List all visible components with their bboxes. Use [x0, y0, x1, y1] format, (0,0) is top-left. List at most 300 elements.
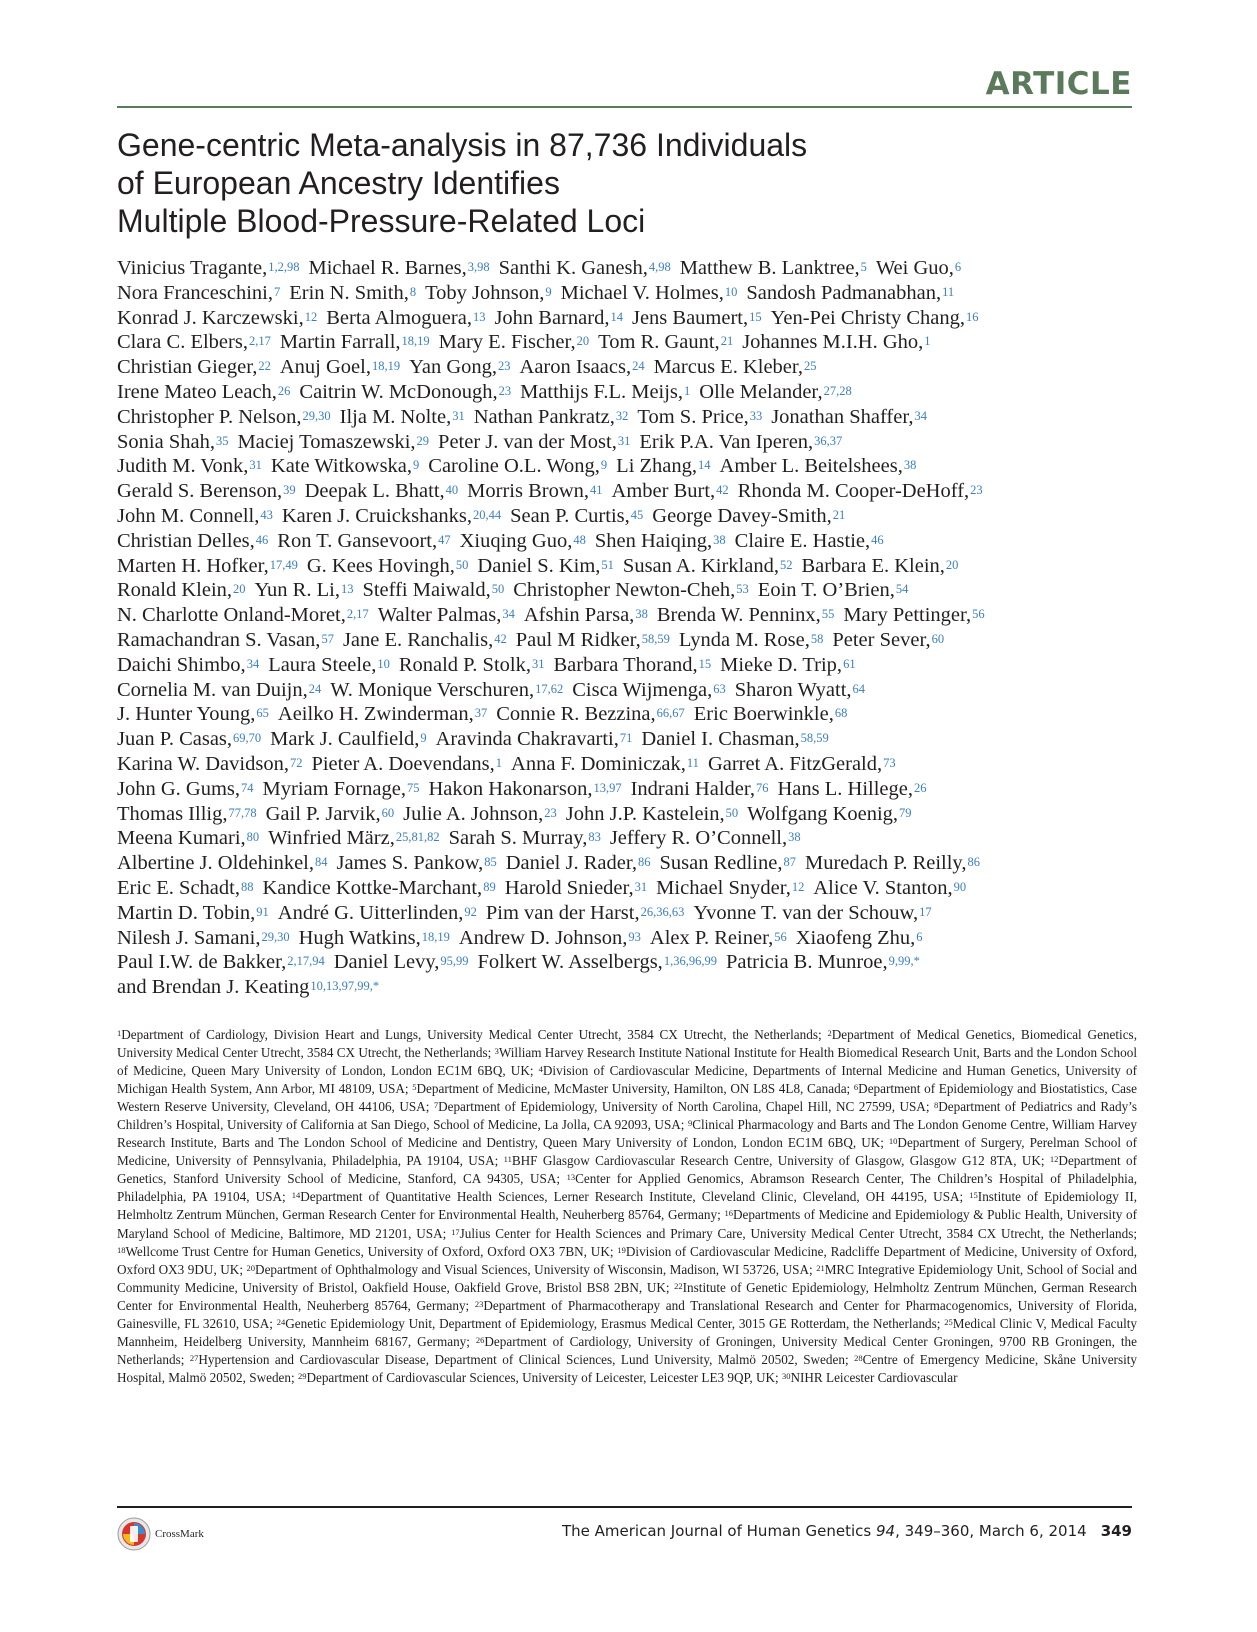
crossmark-badge[interactable]: [117, 1517, 204, 1551]
author: [117, 728, 261, 750]
affiliation-link[interactable]: 18,19: [401, 334, 430, 349]
author-name: Toby Johnson,: [425, 281, 545, 304]
affiliation-link[interactable]: 29,30: [261, 929, 290, 944]
affiliation-link[interactable]: 66,67: [656, 706, 685, 721]
affiliation-link[interactable]: 46: [255, 532, 269, 547]
affiliation-text: Department of Cardiology, University of Groningen, University Medical Center Groningen, 9700 RB Groningen, the Netherlands;: [117, 1333, 1138, 1367]
author: [516, 629, 670, 651]
affiliation-link[interactable]: 15: [698, 656, 712, 671]
affiliation-link[interactable]: 58,59: [800, 731, 829, 746]
author: [117, 803, 257, 825]
author-name: Li Zhang,: [616, 455, 698, 478]
affiliation-link[interactable]: 29: [416, 433, 430, 448]
author-name: Yen-Pei Christy Chang,: [770, 306, 966, 329]
affiliation-link[interactable]: 31: [452, 408, 465, 423]
author: [699, 381, 851, 403]
author-name: Jane E. Ranchalis,: [342, 628, 494, 651]
author-name: Hans L. Hillege,: [777, 777, 913, 800]
affiliation-text: Department of Ophthalmology and Visual Sciences, University of Wisconsin, Madison, WI 53726, USA;: [255, 1261, 817, 1277]
affiliation-link[interactable]: 11: [686, 755, 699, 770]
affiliation-link[interactable]: 24: [308, 681, 322, 696]
affiliation-text: Center for Applied Genomics, Abramson Research Center, The Children’s Hospital of Philadelphia, Philadelphia, PA 19104, USA;: [117, 1171, 1137, 1205]
affiliation-link[interactable]: 54: [895, 582, 909, 597]
affiliation-link[interactable]: 2,17: [248, 334, 271, 349]
author: [496, 703, 685, 725]
affiliation-link[interactable]: 76: [756, 780, 769, 795]
affiliation-link[interactable]: 51: [601, 557, 614, 572]
affiliation-link[interactable]: 2,17: [346, 607, 369, 622]
affiliation-link[interactable]: 63: [713, 681, 726, 696]
crossmark-label: CrossMark: [155, 1528, 204, 1540]
affiliation-link[interactable]: 29,30: [302, 408, 331, 423]
author: [520, 356, 645, 378]
author-line: [117, 802, 1137, 827]
affiliation-number: 16: [724, 1208, 733, 1219]
author-name: Johannes M.I.H. Gho,: [742, 331, 924, 354]
author: [477, 555, 614, 577]
author-line: [117, 554, 1137, 579]
author-name: Meena Kumari,: [117, 827, 246, 850]
affiliation-link[interactable]: 52: [779, 557, 793, 572]
affiliation-link[interactable]: 1,36,96,99: [663, 954, 717, 969]
author-name: Pieter A. Doevendans,: [311, 752, 495, 775]
affiliation-link[interactable]: 47: [438, 532, 451, 547]
affiliation-link[interactable]: 17,62: [535, 681, 564, 696]
author-name: Albertine J. Oldehinkel,: [117, 852, 314, 875]
affiliation-link[interactable]: 9: [413, 458, 420, 473]
affiliation-link[interactable]: 71: [619, 731, 633, 746]
affiliation-link[interactable]: 20: [945, 557, 959, 572]
affiliation-link[interactable]: 43: [260, 507, 273, 522]
author: [299, 381, 511, 403]
affiliation-link[interactable]: 42: [716, 483, 729, 498]
author-name: N. Charlotte Onland-Moret,: [117, 604, 346, 627]
affiliation-text: Department of Cardiology, Division Heart and Lungs, University Medical Center Utrecht, 3584 CX Utrecht, the Netherlands;: [121, 1027, 828, 1042]
affiliation-link[interactable]: 27,28: [823, 383, 852, 398]
affiliation-link[interactable]: 17,49: [269, 557, 298, 572]
author-name: Martin Farrall,: [279, 331, 401, 354]
author: [362, 579, 504, 601]
affiliation-link[interactable]: 18,19: [371, 359, 401, 374]
author: [513, 579, 749, 601]
affiliation-link[interactable]: 15: [749, 309, 762, 324]
author: [255, 579, 354, 601]
author: [623, 555, 793, 577]
affiliation-link[interactable]: 50: [491, 582, 505, 597]
affiliation-text: Clinical Pharmacology and Barts and The London Genome Centre, William Harvey Research Institute, Barts and The London School of Medicine and Dentistry, Queen Mary University of London, London EC1M 6BQ, UK;: [117, 1117, 1138, 1151]
author: [726, 951, 920, 973]
author: [268, 827, 439, 849]
affiliation-number: 13: [566, 1172, 576, 1183]
affiliation-link[interactable]: 58: [810, 631, 824, 646]
affiliation-link[interactable]: 20,44: [473, 507, 502, 522]
author: [438, 431, 630, 453]
header-rule: [117, 106, 1132, 108]
affiliation-link[interactable]: 33: [749, 408, 763, 423]
author: [117, 976, 379, 998]
author: [429, 778, 622, 800]
affiliation-link[interactable]: 10: [724, 284, 738, 299]
author: [572, 679, 726, 701]
author: [693, 902, 931, 924]
affiliation-link[interactable]: 34: [502, 607, 515, 622]
affiliation-link[interactable]: 14: [610, 309, 623, 324]
author: [266, 803, 395, 825]
affiliation-link[interactable]: 21: [720, 334, 734, 349]
affiliation-link[interactable]: 64: [852, 681, 866, 696]
affiliation-text: Institute of Genetic Epidemiology, Helmholtz Zentrum München, German Research Center for Environmental Health, Neuherberg 85764, Germany;: [117, 1279, 1137, 1313]
affiliation-link[interactable]: 84: [314, 855, 328, 870]
affiliation-link[interactable]: 20: [233, 582, 246, 597]
author: [403, 803, 557, 825]
affiliation-link[interactable]: 56: [774, 929, 787, 944]
affiliation-link[interactable]: 38: [713, 532, 726, 547]
affiliation-link[interactable]: 58,59: [641, 631, 670, 646]
author: [117, 778, 254, 800]
author: [612, 480, 729, 502]
affiliation-link[interactable]: 87: [783, 855, 796, 870]
affiliation-number: 19: [617, 1244, 626, 1255]
author-line: [117, 950, 1137, 975]
affiliation-link[interactable]: 73: [883, 755, 896, 770]
author-name: Tom S. Price,: [637, 405, 749, 428]
affiliation-link[interactable]: 38: [788, 830, 801, 845]
affiliation-link[interactable]: 50: [725, 805, 739, 820]
affiliation-link[interactable]: 3,98: [467, 260, 490, 274]
affiliation-link[interactable]: 1: [684, 383, 691, 398]
author-name: Ronald P. Stolk,: [398, 653, 531, 676]
author-name: Clara C. Elbers,: [117, 331, 248, 354]
author-name: Eric E. Schadt,: [117, 876, 240, 899]
affiliation-link[interactable]: 12: [304, 309, 318, 324]
affiliation-link[interactable]: 35: [215, 433, 229, 448]
author: [282, 505, 501, 527]
author: [657, 604, 835, 626]
author: [271, 455, 419, 477]
author-name: Paul I.W. de Bakker,: [117, 951, 287, 974]
author: [343, 629, 507, 651]
author-line: [117, 281, 1137, 306]
affiliation-link[interactable]: 10,13,97,99,*: [310, 979, 380, 994]
author: [117, 827, 259, 849]
title-line: Multiple Blood-Pressure-Related Loci: [117, 203, 646, 239]
author: [520, 381, 690, 403]
author: [262, 877, 495, 899]
affiliation-link[interactable]: 53: [736, 582, 749, 597]
affiliation-link[interactable]: 60: [381, 805, 395, 820]
affiliation-link[interactable]: 22: [258, 359, 271, 374]
affiliation-link[interactable]: 86: [637, 855, 651, 870]
affiliation-link[interactable]: 41: [590, 483, 603, 498]
affiliation-link[interactable]: 60: [931, 631, 945, 646]
author-line: [117, 256, 1137, 281]
affiliation-link[interactable]: 88: [240, 879, 254, 894]
author-name: Tom R. Gaunt,: [598, 331, 720, 354]
affiliation-link[interactable]: 5: [860, 260, 867, 274]
affiliation-link[interactable]: 13,97: [593, 780, 622, 795]
author-name: G. Kees Hovingh,: [306, 554, 455, 577]
author: [117, 852, 327, 874]
author-line: [117, 454, 1137, 479]
affiliation-link[interactable]: 37: [474, 706, 488, 721]
author: [486, 902, 684, 924]
author: [280, 331, 430, 353]
author-line: [117, 405, 1137, 430]
author-line: [117, 702, 1137, 727]
author: [632, 307, 762, 329]
author-list: [117, 256, 1137, 1000]
affiliation-link[interactable]: 56: [972, 607, 985, 622]
author-name: Harold Snieder,: [504, 876, 634, 899]
author-name: Karen J. Cruickshanks,: [281, 504, 473, 527]
author-name: Peter J. van der Most,: [438, 430, 617, 453]
author-line: [117, 926, 1137, 951]
affiliation-link[interactable]: 69,70: [233, 731, 262, 746]
affiliation-link[interactable]: 77,78: [228, 805, 257, 820]
author: [428, 455, 607, 477]
affiliation-link[interactable]: 13: [340, 582, 354, 597]
affiliation-link[interactable]: 34: [914, 408, 927, 423]
affiliation-link[interactable]: 17: [919, 904, 932, 919]
affiliation-link[interactable]: 95,99: [440, 954, 469, 969]
affiliation-link[interactable]: 31: [249, 458, 262, 473]
author-name: Winfried März,: [268, 827, 395, 850]
affiliation-link[interactable]: 26: [277, 383, 291, 398]
author-name: Pim van der Harst,: [485, 901, 640, 924]
affiliation-link[interactable]: 16: [966, 309, 979, 324]
affiliation-link[interactable]: 11: [942, 284, 955, 299]
author-name: Daniel J. Rader,: [505, 852, 637, 875]
affiliation-link[interactable]: 38: [635, 607, 648, 622]
affiliation-link[interactable]: 1,2,98: [268, 260, 300, 274]
affiliation-link[interactable]: 80: [246, 830, 260, 845]
affiliation-link[interactable]: 9,99,*: [888, 954, 920, 969]
author-name: Andrew D. Johnson,: [458, 926, 628, 949]
affiliation-link[interactable]: 72: [289, 755, 303, 770]
affiliation-link[interactable]: 26: [914, 780, 927, 795]
author: [289, 282, 416, 304]
author-line: [117, 777, 1137, 802]
author-name: Wei Guo,: [875, 257, 954, 279]
author: [425, 282, 552, 304]
author-name: Caroline O.L. Wong,: [428, 455, 600, 478]
author-line: [117, 529, 1137, 554]
author: [641, 728, 828, 750]
affiliation-link[interactable]: 9: [545, 284, 552, 299]
author-name: Matthew B. Lanktree,: [679, 257, 860, 279]
author-line: [117, 851, 1137, 876]
affiliation-link[interactable]: 61: [843, 656, 856, 671]
affiliation-link[interactable]: 46: [871, 532, 884, 547]
affiliation-link[interactable]: 40: [445, 483, 459, 498]
author: [117, 604, 369, 626]
affiliations: [117, 1026, 1137, 1387]
author-name: Olle Melander,: [699, 380, 823, 403]
author-name: Hugh Watkins,: [298, 926, 421, 949]
author: [656, 877, 804, 899]
author-name: Julie A. Johnson,: [403, 802, 544, 825]
affiliation-link[interactable]: 45: [630, 507, 644, 522]
affiliation-link[interactable]: 36,37: [814, 433, 843, 448]
author-name: Mark J. Caulfield,: [270, 728, 420, 751]
affiliation-link[interactable]: 4,98: [648, 260, 671, 274]
affiliation-link[interactable]: 1: [924, 334, 931, 349]
author-name: André G. Uitterlinden,: [277, 901, 464, 924]
affiliation-link[interactable]: 24: [632, 359, 645, 374]
author-name: Ilja M. Nolte,: [339, 405, 452, 428]
author: [117, 951, 325, 973]
author-name: Laura Steele,: [268, 653, 377, 676]
affiliation-link[interactable]: 57: [321, 631, 334, 646]
affiliation-link[interactable]: 85: [484, 855, 497, 870]
affiliation-number: 20: [246, 1262, 256, 1273]
affiliation-link[interactable]: 68: [834, 706, 848, 721]
author-name: Muredach P. Reilly,: [804, 852, 967, 875]
author-name: J. Hunter Young,: [117, 703, 256, 726]
affiliation-link[interactable]: 91: [256, 904, 269, 919]
affiliation-link[interactable]: 23: [544, 805, 557, 820]
author-name: Mary Pettinger,: [843, 604, 972, 627]
author-line: [117, 603, 1137, 628]
author-name: Barbara Thorand,: [553, 653, 698, 676]
affiliation-link[interactable]: 83: [588, 830, 601, 845]
author-line: [117, 330, 1137, 355]
affiliation-link[interactable]: 31: [634, 879, 648, 894]
author-line: [117, 430, 1137, 455]
author-line: [117, 876, 1137, 901]
author: [805, 852, 980, 874]
affiliation-link[interactable]: 86: [967, 855, 980, 870]
affiliation-link[interactable]: 9: [600, 458, 608, 473]
affiliation-link[interactable]: 42: [494, 631, 507, 646]
author: [771, 307, 979, 329]
author: [639, 431, 842, 453]
author-name: Ramachandran S. Vasan,: [117, 628, 321, 651]
author: [117, 555, 298, 577]
author: [117, 480, 296, 502]
affiliation-link[interactable]: 21: [832, 507, 846, 522]
author-name: Christian Gieger,: [117, 356, 258, 379]
affiliation-link[interactable]: 25: [804, 359, 817, 374]
author-name: Sharon Wyatt,: [734, 678, 852, 701]
author-name: Cisca Wijmenga,: [572, 678, 713, 701]
affiliation-link[interactable]: 92: [464, 904, 477, 919]
author-name: Yan Gong,: [409, 356, 498, 379]
author-line: [117, 975, 1137, 1000]
author: [758, 579, 909, 601]
affiliation-text: Wellcome Trust Centre for Human Genetics, University of Oxford, Oxford OX3 7BN, UK;: [125, 1243, 618, 1259]
author: [637, 406, 762, 428]
affiliation-link[interactable]: 8: [409, 284, 417, 299]
author-name: Kate Witkowska,: [270, 455, 413, 478]
author-line: [117, 578, 1137, 603]
affiliation-link[interactable]: 23: [498, 383, 512, 398]
author-line: [117, 901, 1137, 926]
author: [117, 703, 269, 725]
affiliation-link[interactable]: 55: [821, 607, 835, 622]
affiliation-text: Departments of Medicine and Epidemiology & Public Health, University of Maryland School of Medicine, Baltimore, MD 21201, USA;: [117, 1207, 1138, 1241]
affiliation-link[interactable]: 75: [407, 780, 420, 795]
affiliation-text: William Harvey Research Institute National Institute for Health Biomedical Research Unit, Barts and the London School of Medicine, Queen Mary University of London, London EC1M 6BQ, UK;: [117, 1045, 1137, 1079]
affiliation-link[interactable]: 31: [531, 656, 545, 671]
affiliation-link[interactable]: 2,17,94: [287, 954, 325, 969]
author: [796, 927, 923, 949]
affiliation-link[interactable]: 34: [246, 656, 260, 671]
author: [263, 778, 420, 800]
affiliation-link[interactable]: 90: [953, 879, 967, 894]
affiliation-number: 1: [117, 1028, 122, 1038]
affiliation-text: Medical Clinic V, Medical Faculty Mannheim, Heidelberg University, Mannheim 68167, Germany;: [117, 1315, 1138, 1349]
affiliation-link[interactable]: 89: [483, 879, 496, 894]
author-name: Caitrin W. McDonough,: [299, 380, 498, 403]
author-name: Michael R. Barnes,: [308, 257, 467, 279]
affiliation-link[interactable]: 14: [698, 458, 711, 473]
author: [652, 505, 845, 527]
author-name: Xiaofeng Zhu,: [795, 926, 916, 949]
affiliation-link[interactable]: 1: [495, 755, 503, 770]
author: [708, 753, 896, 775]
author: [595, 530, 726, 552]
author-name: Amber L. Beitelshees,: [719, 455, 903, 478]
author-name: John Barnard,: [494, 306, 610, 329]
affiliation-link[interactable]: 10: [377, 656, 390, 671]
author-name: Jonathan Shaffer,: [771, 405, 914, 428]
affiliation-text: Department of Surgery, Perelman School of Medicine, University of Pennsylvania, Philadelphia, PA 19104, USA;: [117, 1135, 1137, 1169]
affiliation-link[interactable]: 26,36,63: [640, 904, 685, 919]
author-name: W. Monique Verschuren,: [330, 678, 535, 701]
author-name: Alice V. Stanton,: [813, 876, 953, 899]
affiliation-link[interactable]: 7: [273, 284, 281, 299]
author-name: Susan A. Kirkland,: [622, 554, 779, 577]
affiliation-link[interactable]: 18,19: [421, 929, 450, 944]
affiliation-number: 21: [816, 1262, 825, 1273]
affiliation-link[interactable]: 23: [498, 359, 511, 374]
affiliation-link[interactable]: 74: [241, 780, 254, 795]
affiliation-link[interactable]: 32: [615, 408, 629, 423]
affiliation-number: 11: [503, 1154, 512, 1165]
affiliation-link[interactable]: 93: [628, 929, 641, 944]
affiliation-link[interactable]: 20: [576, 334, 590, 349]
author-name: Brenda W. Penninx,: [656, 604, 821, 627]
affiliation-link[interactable]: 13: [472, 309, 486, 324]
affiliation-number: 8: [933, 1100, 939, 1111]
affiliation-link[interactable]: 65: [256, 706, 269, 721]
affiliation-link[interactable]: 31: [617, 433, 631, 448]
author: [305, 480, 459, 502]
affiliation-link[interactable]: 9: [420, 731, 427, 746]
author-name: George Davey-Smith,: [652, 504, 832, 527]
author-name: Jeffery R. O’Connell,: [609, 827, 788, 850]
affiliation-link[interactable]: 6: [916, 929, 923, 944]
author-name: Yun R. Li,: [254, 579, 340, 602]
affiliation-link[interactable]: 6: [954, 260, 962, 274]
affiliation-link[interactable]: 38: [903, 458, 917, 473]
affiliation-link[interactable]: 12: [791, 879, 805, 894]
affiliation-link[interactable]: 50: [455, 557, 469, 572]
author-name: Juan P. Casas,: [117, 728, 233, 751]
affiliation-link[interactable]: 23: [970, 483, 983, 498]
affiliation-link[interactable]: 39: [283, 483, 296, 498]
author-name: Steffi Maiwald,: [362, 579, 491, 602]
author-name: Konrad J. Karczewski,: [117, 306, 304, 329]
affiliation-link[interactable]: 79: [899, 805, 912, 820]
author-name: Gail P. Jarvik,: [265, 802, 381, 825]
author-name: Amber Burt,: [611, 480, 716, 503]
author: [117, 629, 334, 651]
affiliation-link[interactable]: 25,81,82: [395, 830, 440, 845]
author-name: Paul M Ridker,: [515, 628, 641, 651]
affiliation-link[interactable]: 48: [573, 532, 586, 547]
